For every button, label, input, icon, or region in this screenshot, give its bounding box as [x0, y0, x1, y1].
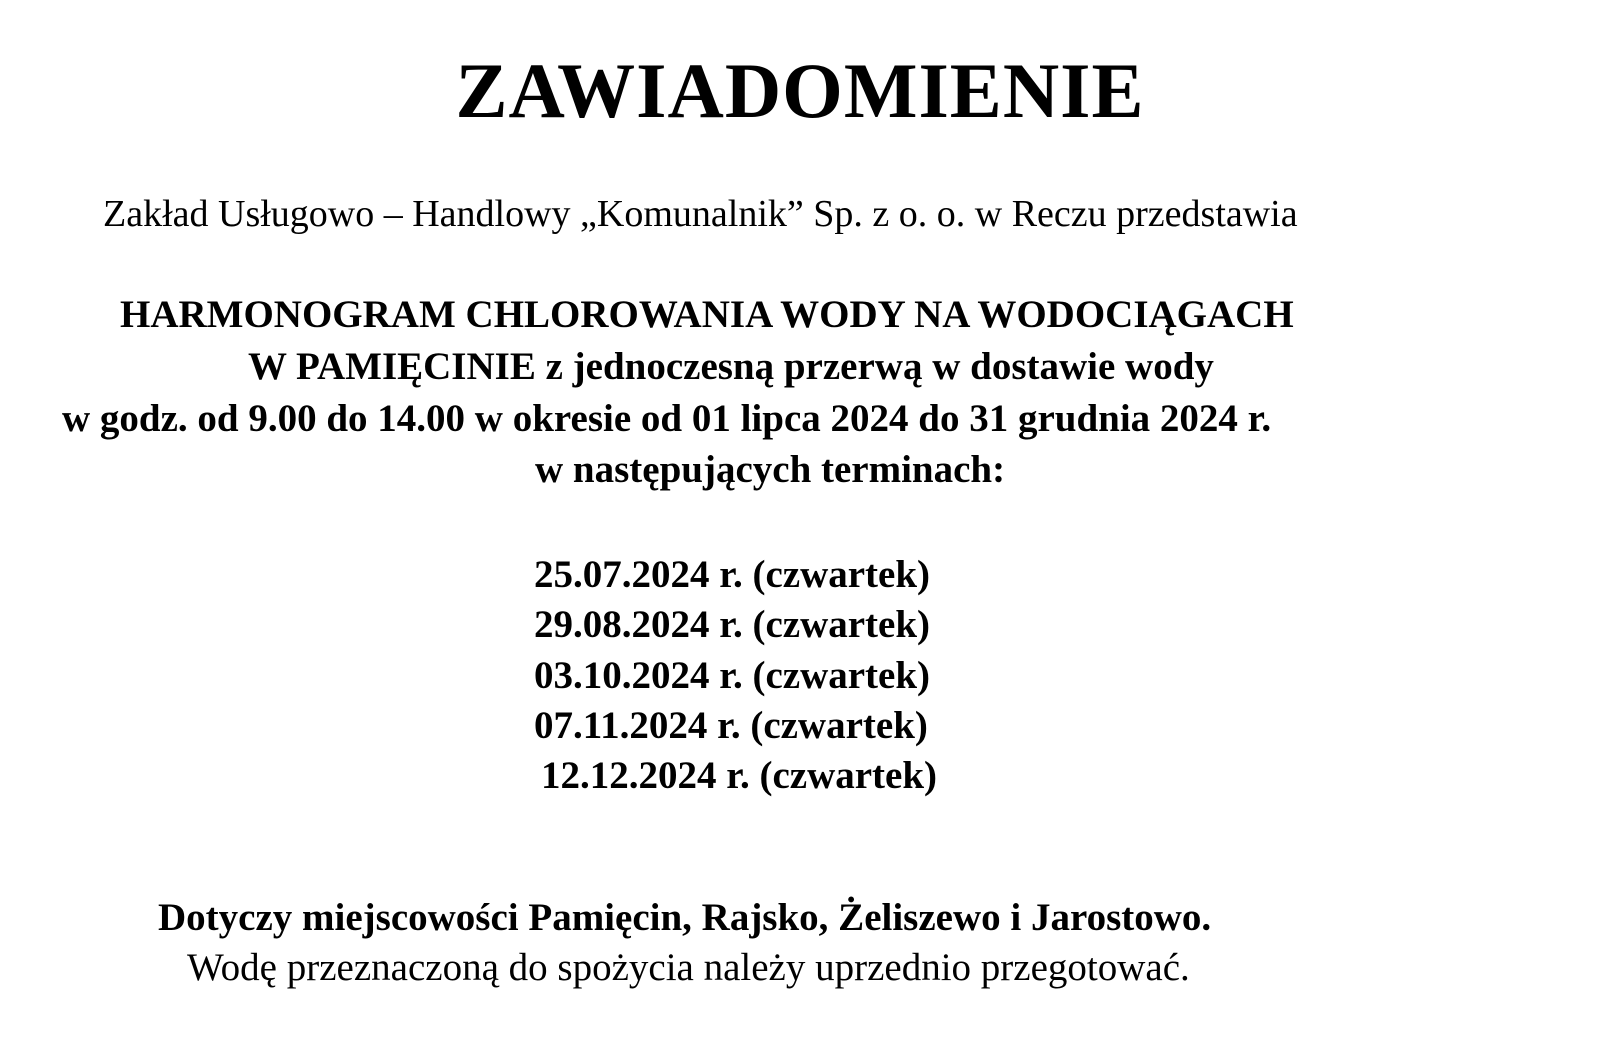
date-item: 03.10.2024 r. (czwartek)	[534, 654, 931, 697]
date-item: 07.11.2024 r. (czwartek)	[534, 704, 928, 747]
schedule-line-1: HARMONOGRAM CHLOROWANIA WODY NA WODOCIĄGACH	[120, 293, 1294, 336]
schedule-line-4: w następujących terminach:	[535, 448, 1006, 491]
document-title: ZAWIADOMIENIE	[455, 47, 1145, 134]
date-item: 12.12.2024 r. (czwartek)	[541, 754, 938, 797]
intro-text: Zakład Usługowo – Handlowy „Komunalnik” Sp. z o. o. w Reczu przedstawia	[103, 193, 1298, 235]
date-item: 29.08.2024 r. (czwartek)	[534, 603, 931, 646]
boil-notice-text: Wodę przeznaczoną do spożycia należy uprzednio przegotować.	[187, 946, 1190, 989]
date-item: 25.07.2024 r. (czwartek)	[534, 553, 931, 596]
schedule-line-3: w godz. od 9.00 do 14.00 w okresie od 01 lipca 2024 do 31 grudnia 2024 r.	[62, 397, 1272, 440]
schedule-line-2: W PAMIĘCINIE z jednoczesną przerwą w dostawie wody	[248, 345, 1214, 388]
applies-to-text: Dotyczy miejscowości Pamięcin, Rajsko, Żeliszewo i Jarostowo.	[158, 896, 1212, 939]
